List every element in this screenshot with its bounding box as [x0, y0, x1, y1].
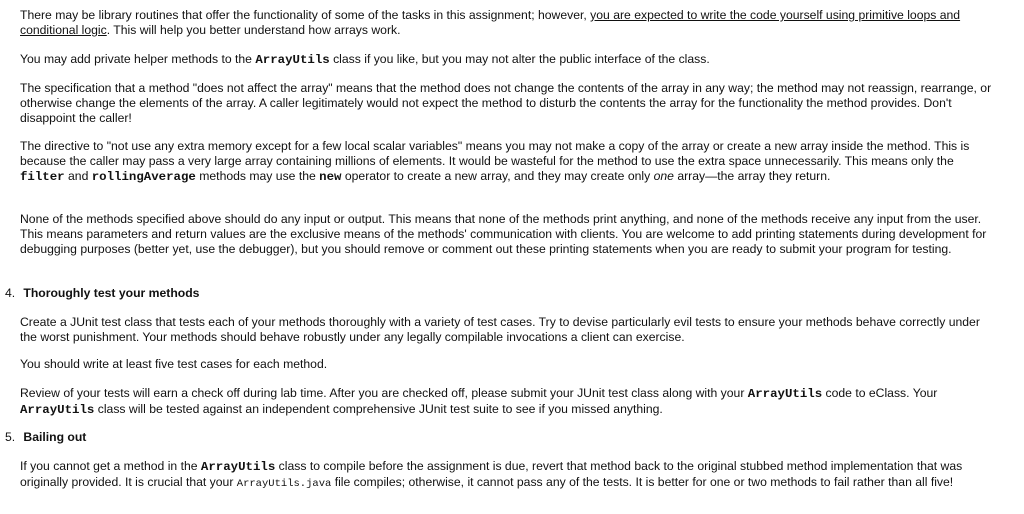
emphasis-italic-text: one: [653, 169, 674, 183]
code-arrayutils: ArrayUtils: [200, 460, 276, 474]
paragraph-helper-methods: [20, 52, 1000, 68]
text: The specification that a method "does not affect the array" means that the method does not change the contents of the array in any way; the method may not reassign, rearrange, or otherwise change the elements of the array. A caller legitimately would not expect the method to disturb the contents the array for the functionality the method provides. Don't disappoint the caller!: [20, 81, 992, 125]
text: Create a JUnit test class that tests each of your methods thoroughly with a variety of test cases. Try to devise particularly evil tests to ensure your methods behave correctly under the worst punishment. Your methods should behave robustly under any legally compilable invocations a client can exercise.: [20, 315, 980, 344]
section-title: Thoroughly test your methods: [23, 286, 200, 300]
text: Review of your tests will earn a check off during lab time. After you are checked off, please submit your JUnit test class along with your: [20, 386, 745, 400]
text: and: [68, 169, 89, 183]
code-arrayutils: ArrayUtils: [20, 403, 95, 417]
section-title: Bailing out: [23, 430, 87, 444]
text: The directive to "not use any extra memory except for a few local scalar variables" means you may not make a copy of the array or create a new array inside the method. This is because the caller may pass a very large array containing millions of elements. It would be wasteful for the method to use the extra space unnecessarily. This means only the: [20, 139, 970, 168]
text: None of the methods specified above should do any input or output. This means that none of the methods print anything, and none of the methods receive any input from the user. This means parameters and return values are the exclusive means of the methods' communication with clients. You are welcome to add printing statements during development for debugging purposes (better yet, use the debugger), but you should remove or comment out these printing statements when you are ready to submit your program for testing.: [20, 212, 987, 256]
paragraph-junit-test-class: [20, 315, 1000, 345]
text: file compiles; otherwise, it cannot pass any of the tests. It is better for one or two methods to fail rather than all five!: [334, 475, 954, 489]
code-arrayutils: ArrayUtils: [255, 53, 330, 67]
section-heading-bailing-out: [5, 430, 86, 445]
text: You should write at least five test cases for each method.: [20, 357, 328, 371]
code-rollingaverage: rollingAverage: [91, 170, 196, 184]
paragraph-review-tests: [20, 386, 1000, 418]
text: class will be tested against an independent comprehensive JUnit test suite to see if you missed anything.: [97, 402, 663, 416]
paragraph-bailing-out: [20, 459, 1000, 492]
text: There may be library routines that offer the functionality of some of the tasks in this assignment; however,: [20, 8, 587, 22]
text: array—the array they return.: [677, 169, 831, 183]
section-number: 5.: [5, 430, 16, 444]
text: class to compile before the assignment is due, revert that method back to the original stubbed method implementation that was originally provided. It is crucial that your: [20, 459, 963, 489]
text: class if you like, but you may not alter the public interface of the class.: [333, 52, 710, 66]
code-filter: filter: [20, 170, 65, 184]
text: code to eClass. Your: [825, 386, 938, 400]
paragraph-five-test-cases: [20, 357, 1000, 372]
text: operator to create a new array, and they may create only: [344, 169, 651, 183]
paragraph-extra-memory: [20, 139, 1000, 185]
section-number: 4.: [5, 286, 16, 300]
code-arrayutils-java: ArrayUtils.java: [236, 478, 332, 490]
code-new: new: [319, 170, 342, 184]
paragraph-library-routines: [20, 8, 1000, 38]
section-heading-test-methods: [5, 286, 199, 301]
text: You may add private helper methods to the: [20, 52, 252, 66]
text: . This will help you better understand how arrays work.: [106, 23, 401, 37]
code-arrayutils: ArrayUtils: [747, 387, 823, 401]
emphasis-underlined-text: you are expected to write the code yourself using primitive loops and conditional logic: [20, 8, 961, 37]
text: methods may use the: [199, 169, 316, 183]
paragraph-no-input-output: [20, 212, 1000, 257]
paragraph-does-not-affect-array: [20, 81, 1000, 126]
text: If you cannot get a method in the: [20, 459, 198, 473]
